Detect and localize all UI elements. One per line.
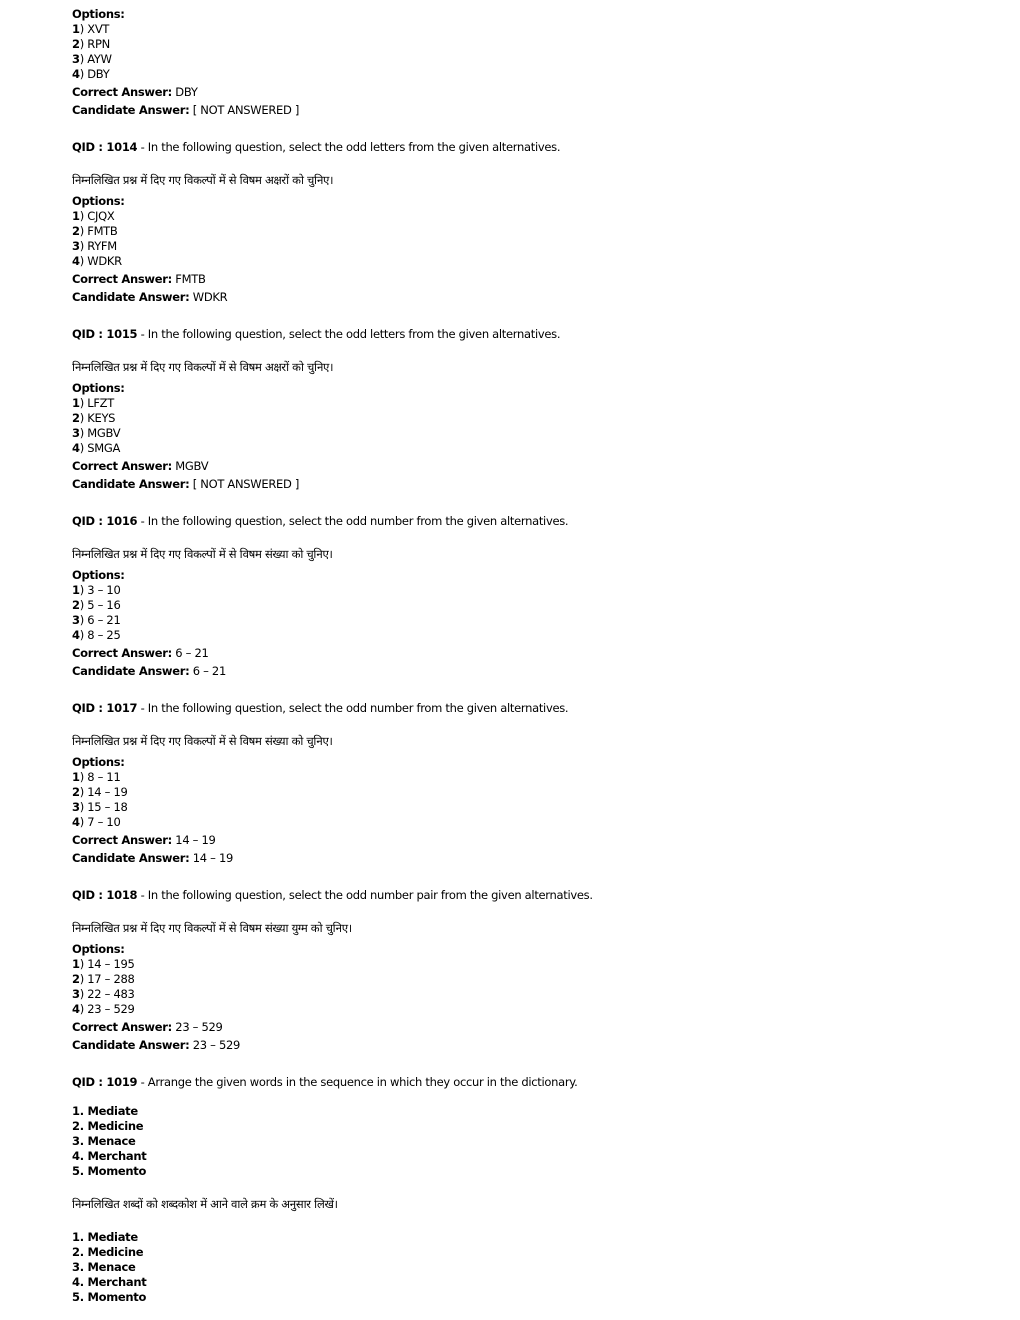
option-number: 3 bbox=[72, 426, 80, 440]
candidate-answer-label: Candidate Answer: bbox=[72, 477, 190, 491]
option-paren: ) bbox=[79, 613, 88, 627]
option-number: 3 bbox=[72, 613, 80, 627]
qid-number: 1017 bbox=[106, 701, 138, 715]
candidate-answer-label: Candidate Answer: bbox=[72, 664, 190, 678]
option-number: 1 bbox=[72, 770, 80, 784]
qid-prefix: QID : bbox=[72, 701, 107, 715]
option-number: 4 bbox=[72, 815, 80, 829]
question-header bbox=[72, 701, 972, 716]
word-item bbox=[72, 1134, 972, 1149]
option-number: 2 bbox=[72, 785, 80, 799]
candidate-answer-label: Candidate Answer: bbox=[72, 290, 190, 304]
candidate-answer-label: Candidate Answer: bbox=[72, 1038, 190, 1052]
option-text: SMGA bbox=[87, 441, 121, 455]
qid-number: 1014 bbox=[106, 140, 138, 154]
options-label: Options: bbox=[72, 194, 125, 208]
option-text: 14 – 19 bbox=[87, 785, 128, 799]
option-number: 1 bbox=[72, 209, 80, 223]
option-paren: ) bbox=[79, 628, 88, 642]
word-text: 2. Medicine bbox=[72, 1245, 144, 1259]
correct-answer bbox=[72, 85, 972, 100]
option-number: 1 bbox=[72, 396, 80, 410]
option-text: RYFM bbox=[87, 239, 117, 253]
option-number: 1 bbox=[72, 957, 80, 971]
option-text: RPN bbox=[87, 37, 110, 51]
candidate-answer-value: 6 – 21 bbox=[192, 664, 226, 678]
qid-prefix: QID : bbox=[72, 327, 107, 341]
option-paren: ) bbox=[79, 598, 88, 612]
option-text: LFZT bbox=[87, 396, 114, 410]
option-item bbox=[72, 957, 972, 972]
separator: - bbox=[137, 888, 148, 902]
option-paren: ) bbox=[79, 785, 88, 799]
candidate-answer-value: 23 – 529 bbox=[192, 1038, 240, 1052]
candidate-answer-value: [ NOT ANSWERED ] bbox=[192, 477, 300, 491]
option-text: 5 – 16 bbox=[87, 598, 121, 612]
correct-answer-label: Correct Answer: bbox=[72, 833, 172, 847]
option-item bbox=[72, 770, 972, 785]
question-text: In the following question, select the odd letters from the given alternatives. bbox=[147, 140, 561, 154]
question-hindi-text: निम्नलिखित शब्दों को शब्दकोश में आने वाले क्रम के अनुसार लिखें। bbox=[72, 1197, 338, 1211]
option-text: 8 – 25 bbox=[87, 628, 121, 642]
question-header bbox=[72, 1075, 972, 1090]
candidate-answer bbox=[72, 103, 972, 118]
correct-answer-label: Correct Answer: bbox=[72, 1020, 172, 1034]
qid-prefix: QID : bbox=[72, 888, 107, 902]
option-text: 6 – 21 bbox=[87, 613, 121, 627]
option-number: 3 bbox=[72, 52, 80, 66]
separator: - bbox=[137, 327, 148, 341]
option-item bbox=[72, 987, 972, 1002]
correct-answer bbox=[72, 646, 972, 661]
option-number: 2 bbox=[72, 224, 80, 238]
question-hindi bbox=[72, 360, 972, 375]
qid-number: 1015 bbox=[106, 327, 138, 341]
question-text: In the following question, select the odd number pair from the given alternatives. bbox=[147, 888, 593, 902]
options-label: Options: bbox=[72, 381, 125, 395]
option-number: 2 bbox=[72, 972, 80, 986]
correct-answer-value: DBY bbox=[175, 85, 198, 99]
option-paren: ) bbox=[79, 52, 88, 66]
word-text: 3. Menace bbox=[72, 1134, 136, 1148]
option-number: 2 bbox=[72, 598, 80, 612]
word-text: 1. Mediate bbox=[72, 1230, 138, 1244]
options-label: Options: bbox=[72, 568, 125, 582]
question-text: In the following question, select the odd number from the given alternatives. bbox=[147, 701, 569, 715]
option-text: XVT bbox=[87, 22, 110, 36]
options-label bbox=[72, 568, 972, 583]
option-text: 8 – 11 bbox=[87, 770, 121, 784]
option-text: CJQX bbox=[87, 209, 115, 223]
word-text: 4. Merchant bbox=[72, 1275, 147, 1289]
word-item bbox=[72, 1260, 972, 1275]
option-item bbox=[72, 37, 972, 52]
word-item bbox=[72, 1104, 972, 1119]
qid-number: 1016 bbox=[106, 514, 138, 528]
question-hindi-text: निम्नलिखित प्रश्न में दिए गए विकल्पों में से विषम अक्षरों को चुनिए। bbox=[72, 173, 334, 187]
word-item bbox=[72, 1164, 972, 1179]
option-text: KEYS bbox=[87, 411, 116, 425]
option-item bbox=[72, 613, 972, 628]
option-paren: ) bbox=[79, 67, 88, 81]
question-hindi-text: निम्नलिखित प्रश्न में दिए गए विकल्पों में से विषम संख्या युग्म को चुनिए। bbox=[72, 921, 352, 935]
option-item bbox=[72, 583, 972, 598]
option-number: 4 bbox=[72, 441, 80, 455]
option-paren: ) bbox=[79, 254, 88, 268]
question-text: In the following question, select the odd number from the given alternatives. bbox=[147, 514, 569, 528]
option-item bbox=[72, 52, 972, 67]
candidate-answer-value: 14 – 19 bbox=[192, 851, 233, 865]
correct-answer bbox=[72, 459, 972, 474]
option-paren: ) bbox=[79, 37, 88, 51]
option-paren: ) bbox=[79, 583, 88, 597]
separator: - bbox=[137, 701, 148, 715]
question-header bbox=[72, 888, 972, 903]
option-text: 7 – 10 bbox=[87, 815, 121, 829]
option-number: 4 bbox=[72, 254, 80, 268]
option-number: 4 bbox=[72, 628, 80, 642]
option-item bbox=[72, 800, 972, 815]
question-hindi bbox=[72, 173, 972, 188]
candidate-answer bbox=[72, 477, 972, 492]
option-number: 4 bbox=[72, 1002, 80, 1016]
word-item bbox=[72, 1275, 972, 1290]
option-text: MGBV bbox=[87, 426, 121, 440]
option-paren: ) bbox=[79, 972, 88, 986]
word-text: 5. Momento bbox=[72, 1290, 147, 1304]
option-number: 2 bbox=[72, 411, 80, 425]
option-item bbox=[72, 67, 972, 82]
candidate-answer bbox=[72, 1038, 972, 1053]
qid-number: 1019 bbox=[106, 1075, 138, 1089]
options-label bbox=[72, 7, 972, 22]
word-item bbox=[72, 1290, 972, 1305]
qid-prefix: QID : bbox=[72, 140, 107, 154]
correct-answer-value: 6 – 21 bbox=[175, 646, 209, 660]
options-label bbox=[72, 194, 972, 209]
option-text: 15 – 18 bbox=[87, 800, 128, 814]
option-number: 1 bbox=[72, 22, 80, 36]
candidate-answer-label: Candidate Answer: bbox=[72, 851, 190, 865]
option-item bbox=[72, 411, 972, 426]
option-item bbox=[72, 785, 972, 800]
option-number: 3 bbox=[72, 800, 80, 814]
word-item bbox=[72, 1119, 972, 1134]
correct-answer-label: Correct Answer: bbox=[72, 85, 172, 99]
option-item bbox=[72, 598, 972, 613]
word-text: 2. Medicine bbox=[72, 1119, 144, 1133]
options-label bbox=[72, 755, 972, 770]
question-header bbox=[72, 514, 972, 529]
option-item bbox=[72, 628, 972, 643]
options-label bbox=[72, 942, 972, 957]
correct-answer-value: 14 – 19 bbox=[175, 833, 216, 847]
correct-answer-value: FMTB bbox=[175, 272, 206, 286]
option-item bbox=[72, 441, 972, 456]
separator: - bbox=[137, 140, 148, 154]
candidate-answer-value: [ NOT ANSWERED ] bbox=[192, 103, 300, 117]
candidate-answer bbox=[72, 290, 972, 305]
correct-answer bbox=[72, 833, 972, 848]
option-text: 22 – 483 bbox=[87, 987, 135, 1001]
option-text: 14 – 195 bbox=[87, 957, 135, 971]
question-header bbox=[72, 327, 972, 342]
question-text: In the following question, select the odd letters from the given alternatives. bbox=[147, 327, 561, 341]
candidate-answer bbox=[72, 851, 972, 866]
options-label: Options: bbox=[72, 755, 125, 769]
question-hindi-text: निम्नलिखित प्रश्न में दिए गए विकल्पों में से विषम अक्षरों को चुनिए। bbox=[72, 360, 334, 374]
option-item bbox=[72, 239, 972, 254]
separator: - bbox=[137, 1075, 148, 1089]
option-paren: ) bbox=[79, 957, 88, 971]
word-item bbox=[72, 1230, 972, 1245]
correct-answer-value: 23 – 529 bbox=[175, 1020, 223, 1034]
option-number: 4 bbox=[72, 67, 80, 81]
option-item bbox=[72, 426, 972, 441]
question-hindi bbox=[72, 734, 972, 749]
option-item bbox=[72, 815, 972, 830]
separator: - bbox=[137, 514, 148, 528]
option-number: 1 bbox=[72, 583, 80, 597]
qid-number: 1018 bbox=[106, 888, 138, 902]
option-paren: ) bbox=[79, 1002, 88, 1016]
option-paren: ) bbox=[79, 770, 88, 784]
option-item bbox=[72, 972, 972, 987]
option-paren: ) bbox=[79, 239, 88, 253]
option-number: 3 bbox=[72, 239, 80, 253]
option-number: 3 bbox=[72, 987, 80, 1001]
option-item bbox=[72, 1002, 972, 1017]
option-paren: ) bbox=[79, 209, 88, 223]
options-label bbox=[72, 381, 972, 396]
option-paren: ) bbox=[79, 800, 88, 814]
option-item bbox=[72, 224, 972, 239]
option-text: DBY bbox=[87, 67, 110, 81]
option-text: AYW bbox=[87, 52, 112, 66]
question-hindi bbox=[72, 547, 972, 562]
question-hindi-text: निम्नलिखित प्रश्न में दिए गए विकल्पों में से विषम संख्या को चुनिए। bbox=[72, 547, 333, 561]
question-paper bbox=[72, 7, 972, 1305]
option-item bbox=[72, 22, 972, 37]
word-item bbox=[72, 1149, 972, 1164]
option-paren: ) bbox=[79, 396, 88, 410]
option-text: 3 – 10 bbox=[87, 583, 121, 597]
question-hindi-text: निम्नलिखित प्रश्न में दिए गए विकल्पों में से विषम संख्या को चुनिए। bbox=[72, 734, 333, 748]
option-paren: ) bbox=[79, 441, 88, 455]
option-paren: ) bbox=[79, 426, 88, 440]
word-item bbox=[72, 1245, 972, 1260]
option-paren: ) bbox=[79, 411, 88, 425]
option-paren: ) bbox=[79, 22, 88, 36]
option-text: WDKR bbox=[87, 254, 122, 268]
word-text: 4. Merchant bbox=[72, 1149, 147, 1163]
qid-prefix: QID : bbox=[72, 514, 107, 528]
option-text: 23 – 529 bbox=[87, 1002, 135, 1016]
options-label: Options: bbox=[72, 942, 125, 956]
option-text: FMTB bbox=[87, 224, 118, 238]
correct-answer-label: Correct Answer: bbox=[72, 459, 172, 473]
correct-answer-value: MGBV bbox=[175, 459, 209, 473]
option-number: 2 bbox=[72, 37, 80, 51]
qid-prefix: QID : bbox=[72, 1075, 107, 1089]
word-text: 1. Mediate bbox=[72, 1104, 138, 1118]
word-text: 5. Momento bbox=[72, 1164, 147, 1178]
options-label: Options: bbox=[72, 7, 125, 21]
option-paren: ) bbox=[79, 815, 88, 829]
correct-answer bbox=[72, 272, 972, 287]
option-paren: ) bbox=[79, 987, 88, 1001]
option-paren: ) bbox=[79, 224, 88, 238]
correct-answer-label: Correct Answer: bbox=[72, 646, 172, 660]
option-item bbox=[72, 396, 972, 411]
question-hindi bbox=[72, 921, 972, 936]
correct-answer-label: Correct Answer: bbox=[72, 272, 172, 286]
correct-answer bbox=[72, 1020, 972, 1035]
option-item bbox=[72, 254, 972, 269]
candidate-answer-label: Candidate Answer: bbox=[72, 103, 190, 117]
question-text: Arrange the given words in the sequence in which they occur in the dictionary. bbox=[147, 1075, 578, 1089]
option-text: 17 – 288 bbox=[87, 972, 135, 986]
candidate-answer-value: WDKR bbox=[192, 290, 228, 304]
word-text: 3. Menace bbox=[72, 1260, 136, 1274]
candidate-answer bbox=[72, 664, 972, 679]
question-header bbox=[72, 140, 972, 155]
question-hindi bbox=[72, 1197, 972, 1212]
option-item bbox=[72, 209, 972, 224]
